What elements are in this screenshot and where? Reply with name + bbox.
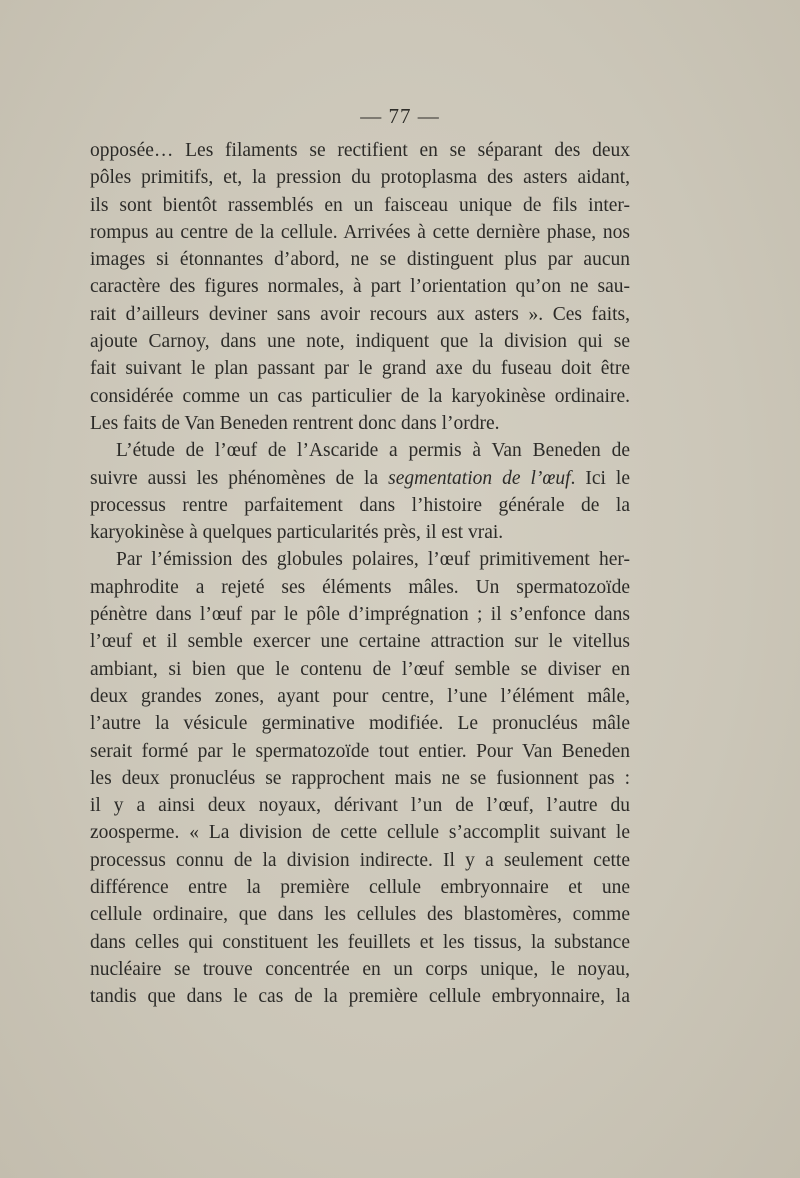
text-line: les deux pronucléus se rapprochent mais ne se fusionnent pas : <box>90 767 630 789</box>
italic-phrase: segmentation de l’œuf <box>388 467 571 489</box>
page-number: — 77 — <box>360 104 440 128</box>
text-line-mixed <box>90 465 630 492</box>
text-line: L’étude de l’œuf de l’Ascaride a permis à Van Beneden de <box>116 440 630 462</box>
text-line: Par l’émission des globules polaires, l’œuf primitivement her- <box>116 549 630 571</box>
text-line: nucléaire se trouve concentrée en un corps unique, le noyau, <box>90 958 630 980</box>
text-line: considérée comme un cas particulier de la karyokinèse ordinaire. <box>90 385 630 407</box>
text-line: deux grandes zones, ayant pour centre, l’une l’élément mâle, <box>90 685 630 707</box>
text-line: ambiant, si bien que le contenu de l’œuf semble se diviser en <box>90 658 630 680</box>
text-run: suivre aussi les phénomènes de la <box>90 467 379 489</box>
text-line: l’œuf et il semble exercer une certaine attraction sur le vitellus <box>90 631 630 653</box>
text-line: l’autre la vésicule germinative modifiée. Le pronucléus mâle <box>90 713 630 735</box>
text-run: . Ici le <box>570 467 631 489</box>
text-line: opposée… Les filaments se rectifient en se séparant des deux <box>90 140 630 161</box>
text-line: zoosperme. « La division de cette cellule s’accomplit suivant le <box>90 822 630 844</box>
text-line: tandis que dans le cas de la première cellule embryonnaire, la <box>90 986 630 1008</box>
text-line: cellule ordinaire, que dans les cellules des blastomères, comme <box>90 904 630 926</box>
text-line: dans celles qui constituent les feuillets et les tissus, la substance <box>90 931 630 953</box>
text-line: fait suivant le plan passant par le grand axe du fuseau doit être <box>90 358 630 380</box>
text-line: processus connu de la division indirecte. Il y a seulement cette <box>90 849 630 871</box>
text-line: maphrodite a rejeté ses éléments mâles. Un spermatozoïde <box>90 576 630 598</box>
text-line: processus rentre parfaitement dans l’histoire générale de la <box>90 494 630 516</box>
text-line: Les faits de Van Beneden rentrent donc dans l’ordre. <box>90 412 500 434</box>
text-line: rompus au centre de la cellule. Arrivées à cette dernière phase, nos <box>90 221 630 243</box>
text-line: différence entre la première cellule embryonnaire et une <box>90 877 630 899</box>
text-line: images si étonnantes d’abord, ne se distinguent plus par aucun <box>90 249 630 271</box>
text-line: pôles primitifs, et, la pression du protoplasma des asters aidant, <box>90 167 630 189</box>
body-text <box>90 137 630 1011</box>
text-line: ils sont bientôt rassemblés en un faisceau unique de fils inter- <box>90 194 630 216</box>
text-line: caractère des figures normales, à part l’orientation qu’on ne sau- <box>90 276 630 298</box>
text-line: rait d’ailleurs deviner sans avoir recours aux asters ». Ces faits, <box>90 303 630 325</box>
text-line: pénètre dans l’œuf par le pôle d’imprégnation ; il s’enfonce dans <box>90 604 630 626</box>
text-line: il y a ainsi deux noyaux, dérivant l’un de l’œuf, l’autre du <box>90 795 630 817</box>
text-line: karyokinèse à quelques particularités près, il est vrai. <box>90 522 504 544</box>
text-line: ajoute Carnoy, dans une note, indiquent que la division qui se <box>90 331 630 353</box>
text-line: serait formé par le spermatozoïde tout entier. Pour Van Beneden <box>90 740 630 762</box>
